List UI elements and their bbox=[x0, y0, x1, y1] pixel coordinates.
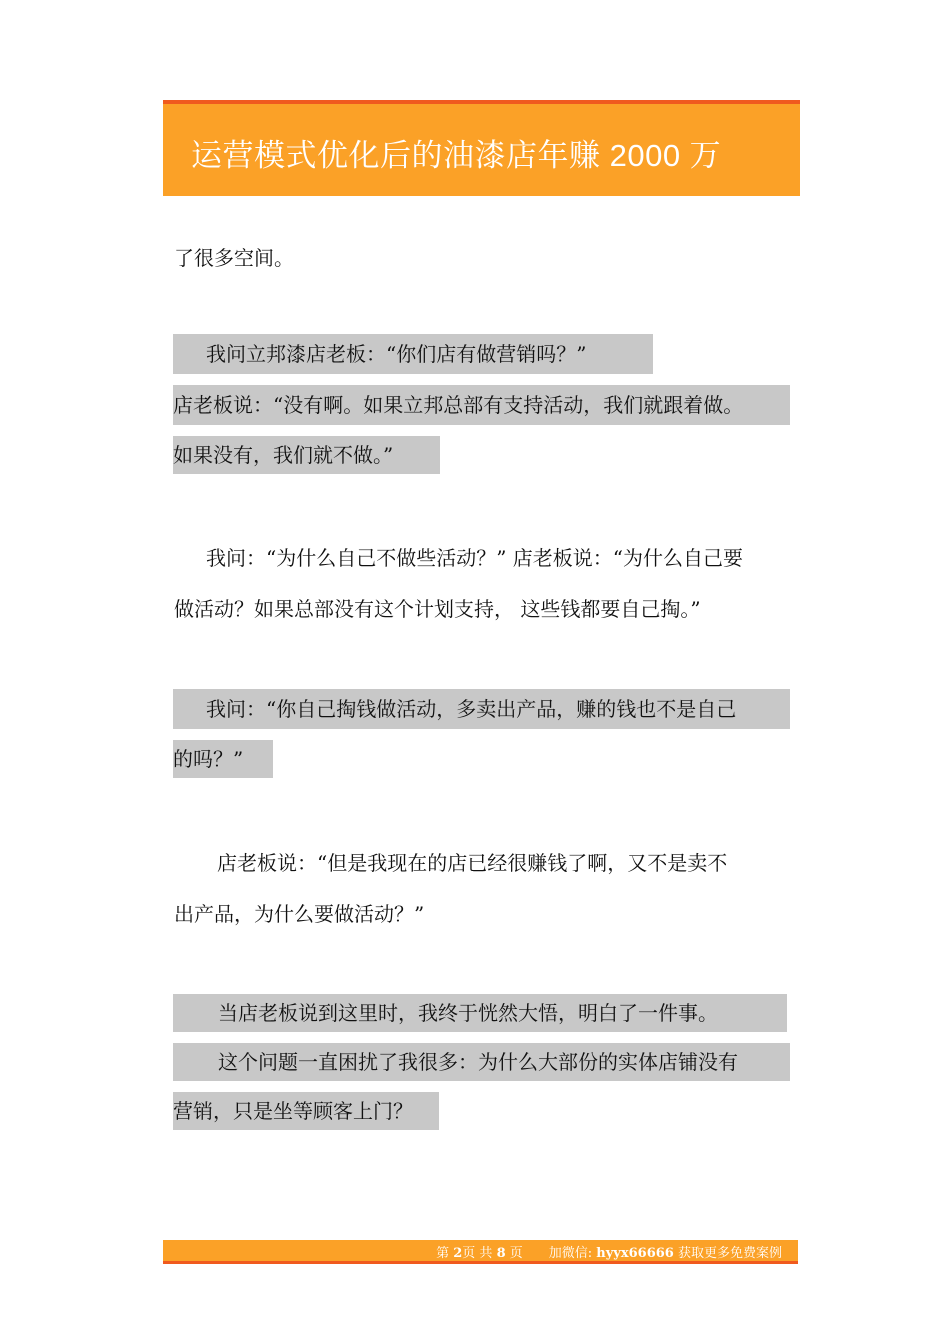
wechat-suffix: 获取更多免费案例 bbox=[677, 1246, 782, 1261]
document-title: 运营模式优化后的油漆店年赚 2000 万 bbox=[191, 138, 722, 173]
highlighted-line: 我问立邦漆店老板：“你们店有做营销吗？” bbox=[173, 334, 653, 374]
text-line: 店老板说：“但是我现在的店已经很赚钱了啊，又不是卖不 bbox=[217, 851, 728, 875]
highlighted-line: 的吗？” bbox=[173, 740, 273, 778]
page-info bbox=[436, 1242, 782, 1261]
footer-band bbox=[163, 1240, 798, 1264]
text-line: 我问：“为什么自己不做些活动？” 店老板说：“为什么自己要 bbox=[206, 546, 744, 570]
page-prefix: 第 bbox=[436, 1246, 450, 1261]
header-band bbox=[163, 100, 800, 196]
text-line: 做活动？如果总部没有这个计划支持， 这些钱都要自己掏。” bbox=[174, 597, 701, 621]
text-line: 出产品，为什么要做活动？” bbox=[174, 902, 425, 926]
wechat-label: 加微信: bbox=[548, 1246, 593, 1261]
wechat-id: hyyx66666 bbox=[596, 1246, 674, 1261]
highlighted-line: 营销，只是坐等顾客上门？ bbox=[173, 1092, 439, 1130]
page-suffix: 页 bbox=[509, 1246, 523, 1261]
highlighted-line: 这个问题一直困扰了我很多：为什么大部份的实体店铺没有 bbox=[173, 1043, 790, 1081]
highlighted-line: 如果没有，我们就不做。” bbox=[173, 436, 440, 474]
highlighted-line: 当店老板说到这里时，我终于恍然大悟，明白了一件事。 bbox=[173, 994, 787, 1032]
highlighted-line: 店老板说：“没有啊。如果立邦总部有支持活动，我们就跟着做。 bbox=[173, 385, 790, 425]
total-pages-number: 8 bbox=[496, 1246, 506, 1261]
highlighted-line: 我问：“你自己掏钱做活动，多卖出产品，赚的钱也不是自己 bbox=[173, 689, 790, 729]
text-line: 了很多空间。 bbox=[174, 246, 294, 270]
page-mid: 页 共 bbox=[462, 1246, 493, 1261]
current-page-number: 2 bbox=[453, 1246, 463, 1261]
